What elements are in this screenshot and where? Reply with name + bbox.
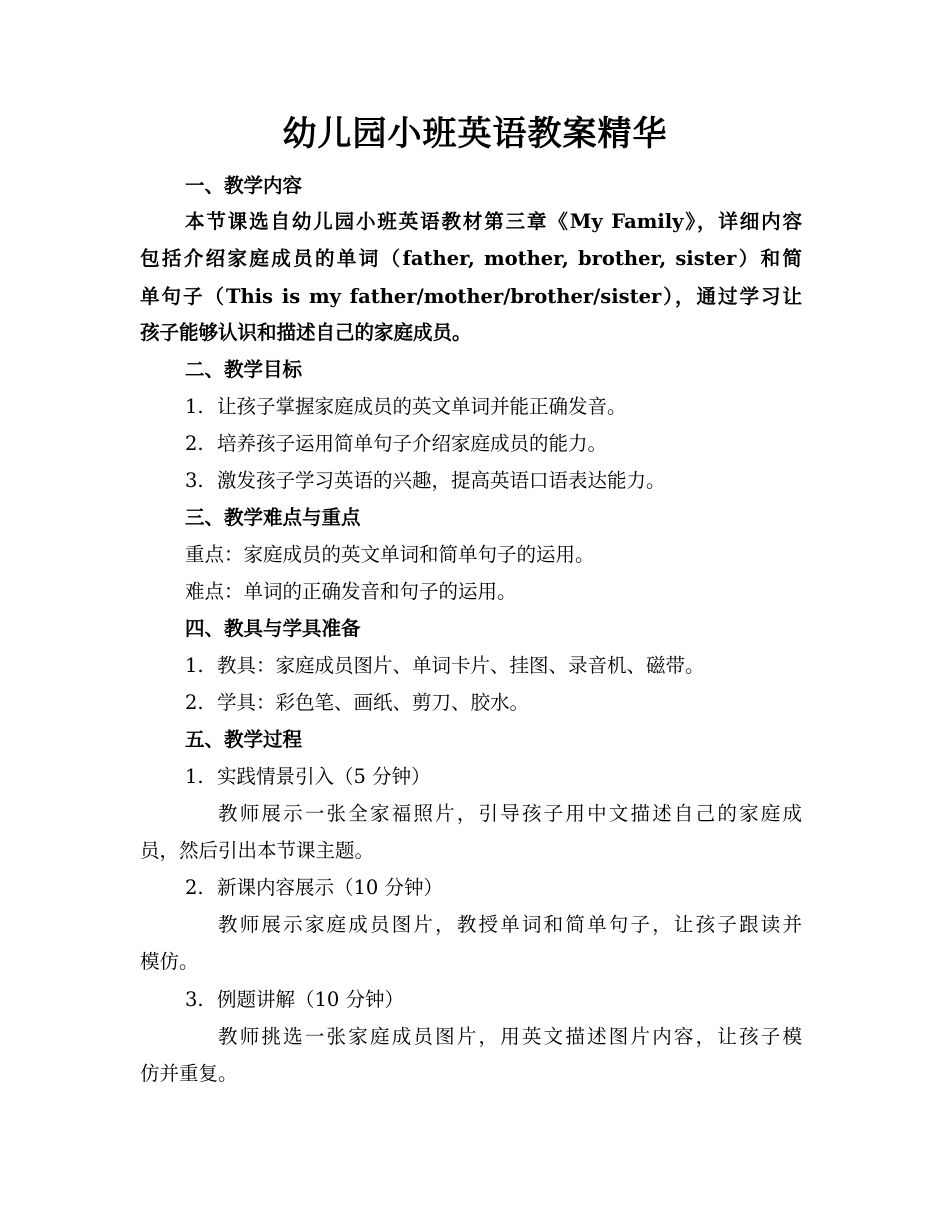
section-heading-goals: 二、教学目标 [185,358,303,381]
step-number: 2. [185,876,204,899]
step-title: 实践情景引入（5 分钟） [217,765,431,788]
goal-number: 1. [185,395,204,418]
step-number: 1. [185,765,204,788]
process-step-description-line-1: 教师展示一张全家福照片，引导孩子用中文描述自己的家庭成 [218,802,802,825]
process-step-description-line-2: 模仿。 [140,950,199,973]
goal-number: 2. [185,432,204,455]
material-number: 1. [185,654,204,677]
goal-text: 激发孩子学习英语的兴趣，提高英语口语表达能力。 [217,469,666,492]
goal-text: 培养孩子运用简单句子介绍家庭成员的能力。 [217,432,608,455]
goal-item [185,393,627,421]
step-title: 例题讲解（10 分钟） [217,988,405,1011]
section-heading-materials: 四、教具与学具准备 [185,617,361,640]
process-step-title [185,874,443,902]
process-step-description-line-2: 员，然后引出本节课主题。 [140,839,375,862]
goal-number: 3. [185,469,204,492]
material-text: 教具：家庭成员图片、单词卡片、挂图、录音机、磁带。 [217,654,705,677]
step-number: 3. [185,988,204,1011]
material-item [185,652,705,680]
goal-item [185,467,666,495]
process-step-description-line-1: 教师挑选一张家庭成员图片，用英文描述图片内容，让孩子模 [218,1025,802,1048]
process-step-description-line-2: 仿并重复。 [140,1062,238,1085]
content-paragraph-line-3: 单句子（This is my father/mother/brother/sister），通过学习让 [140,285,802,308]
material-item [185,689,529,717]
section-heading-process: 五、教学过程 [185,728,303,751]
goal-text: 让孩子掌握家庭成员的英文单词并能正确发音。 [217,395,627,418]
key-point-text: 重点：家庭成员的英文单词和简单句子的运用。 [185,543,595,566]
step-title: 新课内容展示（10 分钟） [217,876,444,899]
goal-item [185,430,607,458]
difficulty-text: 难点：单词的正确发音和句子的运用。 [185,580,517,603]
content-paragraph-line-4: 孩子能够认识和描述自己的家庭成员。 [140,321,472,344]
document-title: 幼儿园小班英语教案精华 [282,114,668,154]
material-number: 2. [185,691,204,714]
process-step-description-line-1: 教师展示家庭成员图片，教授单词和简单句子，让孩子跟读并 [218,913,802,936]
content-paragraph-line-1: 本节课选自幼儿园小班英语教材第三章《My Family》，详细内容 [185,210,802,233]
process-step-title [185,763,431,791]
section-heading-key-points: 三、教学难点与重点 [185,506,361,529]
section-heading-content: 一、教学内容 [185,174,303,197]
content-paragraph-line-2: 包括介绍家庭成员的单词（father, mother, brother, sister）和简 [140,247,802,270]
process-step-title [185,986,404,1014]
material-text: 学具：彩色笔、画纸、剪刀、胶水。 [217,691,530,714]
